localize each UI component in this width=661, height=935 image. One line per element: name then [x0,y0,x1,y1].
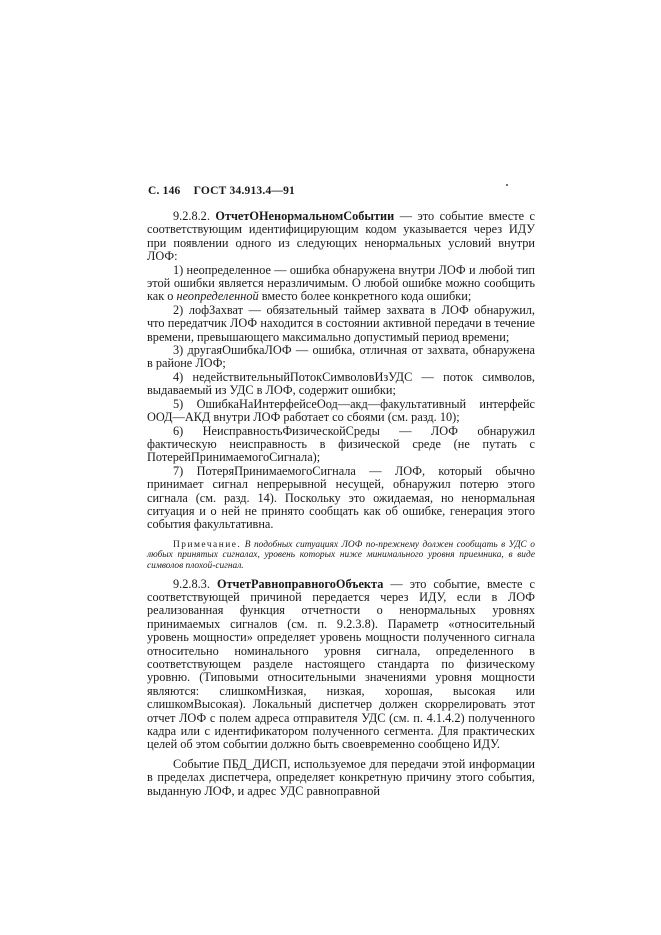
list-item: 3) другаяОшибкаЛОФ — ошибка, отличная от захвата, обнаружена в районе ЛОФ; [147,343,535,371]
list-item: 5) ОшибкаНаИнтерфейсеОод—акд—факультативный интерфейс ООД—АКД внутри ЛОФ работает со сбоями (см. разд. 10); [147,396,535,425]
note [147,540,535,572]
section-text: — это событие вместе с соответствующим идентифицирующим кодом указывается через ИДУ при появлении одного из следующих ненормальных условий внутри ЛОФ: [147,209,536,264]
section-number: 9.2.8.2. [173,209,210,223]
page-number: С. 146 [148,185,181,197]
section-number: 9.2.8.3. [173,576,210,591]
document-body [147,210,535,798]
section-text: — это событие, вместе с соответствующей причиной передается через ИДУ, если в ЛОФ реализованная функция отчетности о ненормальных уровнях принимаемых сигналов (см. п. 9.2.3.8). Параметр «относительный уровень мощности» определяет уровень мощности полученного сигнала относительно номинального уровня сигнала, определенного в соответствующем разделе настоящего стандарта по физическому уровню. (Типовыми относительными значениями уровня мощности являются: слишкомНизкая, низкая, хорошая, высокая или слишкомВысокая). Локальный диспетчер должен скоррелировать этот отчет ЛОФ с полем адреса отправителя УДС (см. п. 4.1.4.2) полученного кадра или с идентификатором полученного сегмента. Для практических целей об этом событии должно быть своевременно сообщено ИДУ. [147,576,535,752]
section-9283 [147,578,535,752]
list-item: 4) недействительныйПотокСимволовИзУДС — поток символов, выдаваемый из УДС в ЛОФ, содержит ошибки; [147,369,535,398]
italic-term: неопределенной [176,289,259,304]
list-item: 2) лофЗахват — обязательный таймер захвата в ЛОФ обнаружил, что передатчик ЛОФ находится в состоянии активной передачи в течение времени, превышающего максимально допустимый период времени; [147,302,535,344]
note-label: Примечание. [173,539,242,550]
list-item: 7) ПотеряПринимаемогоСигнала — ЛОФ, который обычно принимает сигнал непрерывной несущей, обнаружил потерю этого сигнала (см. разд. 14). Поскольку это ожидаемая, но ненормальная ситуация и о ней не принято сообщать как об ошибке, генерация этого события факультативна. [147,463,535,532]
section-term: ОтчетОНенормальномСобытии [215,209,395,223]
list-item: 6) НеисправностьФизическойСреды — ЛОФ обнаружил фактическую неисправность в физической среде (не путать с ПотерейПринимаемогоСигнала); [147,423,535,465]
note-text: В подобных ситуациях ЛОФ по-прежнему должен сообщать в УДС о любых принятых сигналах, уровень которых ниже минимального уровня приемника, в виде символов плохой-сигнал. [147,539,535,571]
section-9282 [147,210,535,264]
page-header [148,185,305,197]
final-paragraph: Событие ПБД_ДИСП, используемое для передачи этой информации в пределах диспетчера, определяет конкретную причину этого события, выданную ЛОФ, и адрес УДС равноправной [147,756,535,798]
standard-number: ГОСТ 34.913.4—91 [193,185,296,197]
list-item: 1) неопределенное — ошибка обнаружена внутри ЛОФ и любой тип этой ошибки является неразличимым. О любой ошибке можно сообщить как о неопределенной вместо более конкретного кода ошибки; [147,262,535,304]
speck [506,184,508,186]
section-term: ОтчетРавноправногоОбъекта [216,576,384,591]
